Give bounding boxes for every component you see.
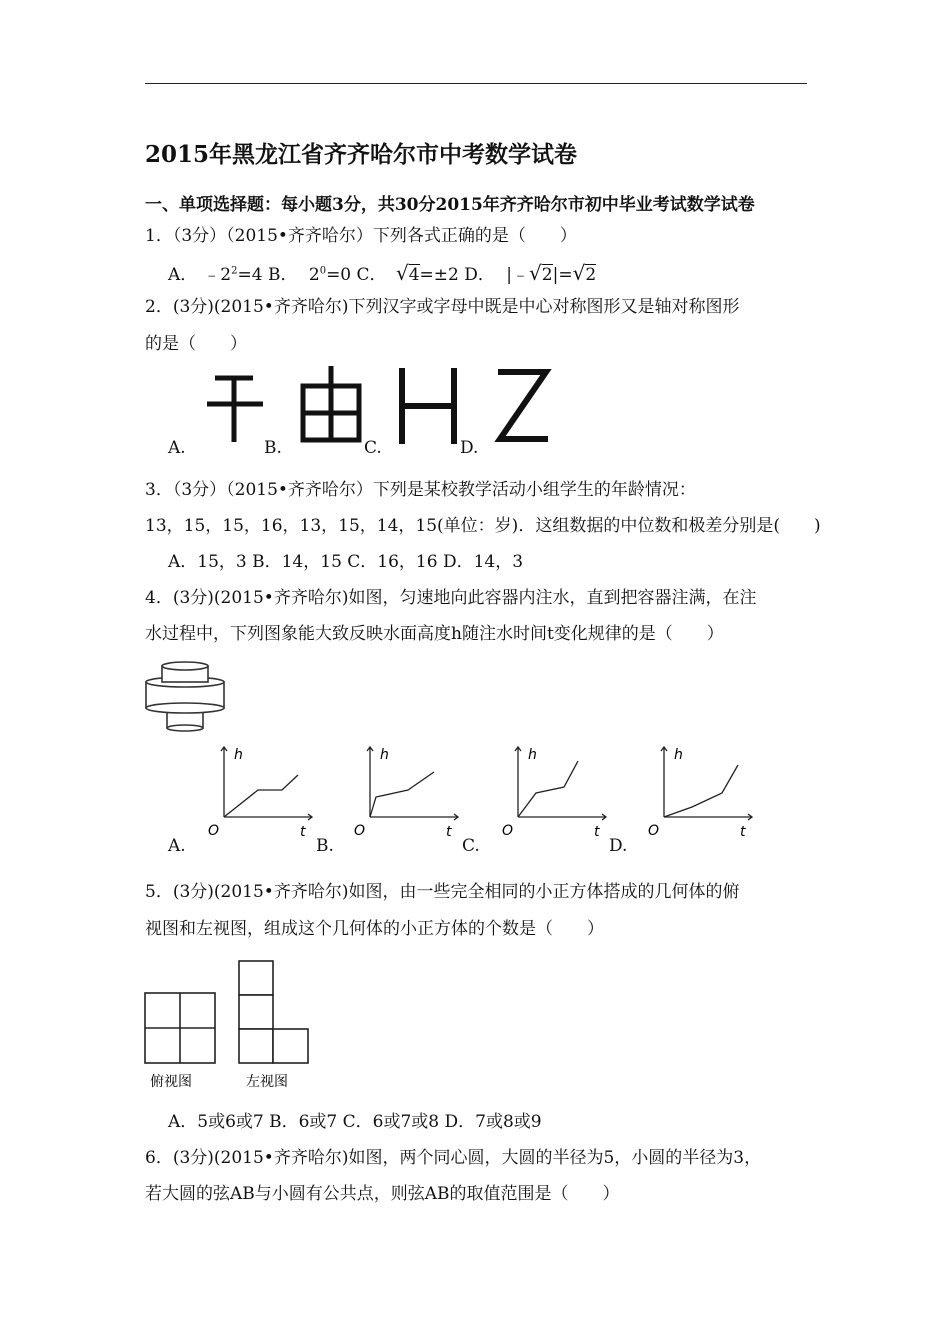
q3-line2: 13，15，15，16，13，15，14，15(单位：岁)．这组数据的中位数和极差分别是( ) <box>145 516 821 536</box>
q5-line2: 视图和左视图，组成这个几何体的小正方体的个数是（ ） <box>145 919 604 939</box>
q1-b-rest: =0 C． <box>326 265 387 285</box>
glyph-z-figure <box>494 368 550 444</box>
section-heading: 一、单项选择题：每小题3分，共30分2015年齐齐哈尔市初中毕业考试数学试卷 <box>145 195 755 215</box>
q4-line2: 水过程中，下列图象能大致反映水面高度h随注水时间t变化规律的是（ ） <box>145 624 724 644</box>
q4-option-c: C. <box>462 836 480 856</box>
q1-d-sqrt-sign-1: √ <box>529 261 542 285</box>
q2-line2: 的是（ ） <box>145 334 247 354</box>
q4-option-d: D. <box>609 836 628 856</box>
q2-option-b: B. <box>264 438 282 458</box>
q1-d-open: |﹣ <box>506 265 530 285</box>
graph-d-h-label: h <box>674 747 683 763</box>
top-view-caption: 俯视图 <box>150 1074 192 1090</box>
page-title: 2015年黑龙江省齐齐哈尔市中考数学试卷 <box>145 141 578 168</box>
q4-line1: 4．(3分)(2015•齐齐哈尔)如图，匀速地向此容器内注水，直到把容器注满，在注 <box>145 588 757 608</box>
graph-d-origin-label: O <box>648 823 660 839</box>
top-view-figure <box>144 992 216 1092</box>
graph-a-t-label: t <box>300 824 306 840</box>
graph-d-t-label: t <box>740 824 746 840</box>
q1-c-rest: =±2 D． <box>419 265 495 285</box>
graph-a-h-label: h <box>234 747 243 763</box>
glyph-you-figure <box>300 364 362 444</box>
left-view-caption: 左视图 <box>246 1074 288 1090</box>
header-rule <box>145 83 807 84</box>
q1-d-mid: |= <box>552 265 573 285</box>
graph-d <box>640 743 760 843</box>
q1-options <box>168 260 596 285</box>
q1-a-rest: =4 B． <box>237 265 298 285</box>
graph-a-origin-label: O <box>208 823 220 839</box>
q1-b-exp: 0 <box>319 265 327 277</box>
q6-line1: 6．(3分)(2015•齐齐哈尔)如图，两个同心圆，大圆的半径为5，小圆的半径为3， <box>145 1148 762 1168</box>
q1-a-prefix: A． <box>168 265 198 285</box>
q1-stem: 1．（3分）（2015•齐齐哈尔）下列各式正确的是（ ） <box>145 226 577 246</box>
container-figure <box>144 660 226 732</box>
graph-b-h-label: h <box>380 747 389 763</box>
q4-option-a: A. <box>168 836 186 856</box>
glyph-gan-figure <box>205 370 265 445</box>
q1-d-radicand-2: 2 <box>585 265 597 285</box>
q1-c-sqrt-sign: √ <box>395 261 409 285</box>
q5-line1: 5．(3分)(2015•齐齐哈尔)如图，由一些完全相同的小正方体搭成的几何体的俯 <box>145 882 740 902</box>
graph-b <box>346 743 466 843</box>
q3-line1: 3．（3分）（2015•齐齐哈尔）下列是某校教学活动小组学生的年龄情况： <box>145 480 696 500</box>
graph-b-origin-label: O <box>354 823 366 839</box>
q2-option-c: C. <box>364 438 382 458</box>
graph-a <box>200 743 320 843</box>
glyph-h-figure <box>398 368 458 444</box>
q2-option-a: A. <box>168 438 186 458</box>
graph-c-t-label: t <box>594 824 600 840</box>
q4-option-b: B. <box>316 836 334 856</box>
q1-a-base: ﹣2 <box>203 265 232 285</box>
q1-c-radicand: 4 <box>408 265 420 285</box>
q6-line2: 若大圆的弦AB与小圆有公共点，则弦AB的取值范围是（ ） <box>145 1184 620 1204</box>
graph-c-origin-label: O <box>502 823 514 839</box>
graph-c <box>494 743 614 843</box>
q3-options: A．15，3 B．14，15 C．16，16 D．14，3 <box>168 552 524 572</box>
q5-options: A．5或6或7 B．6或7 C．6或7或8 D．7或8或9 <box>168 1112 542 1132</box>
q2-option-d: D. <box>460 438 479 458</box>
left-view-figure <box>238 960 312 1094</box>
graph-c-h-label: h <box>528 747 537 763</box>
q1-d-radicand-1: 2 <box>541 265 553 285</box>
q1-b-base: 2 <box>308 265 320 285</box>
graph-b-t-label: t <box>446 824 452 840</box>
q2-line1: 2．(3分)(2015•齐齐哈尔)下列汉字或字母中既是中心对称图形又是轴对称图形 <box>145 297 740 317</box>
q1-d-sqrt-sign-2: √ <box>572 261 586 285</box>
q1-a-exp: 2 <box>231 265 238 277</box>
